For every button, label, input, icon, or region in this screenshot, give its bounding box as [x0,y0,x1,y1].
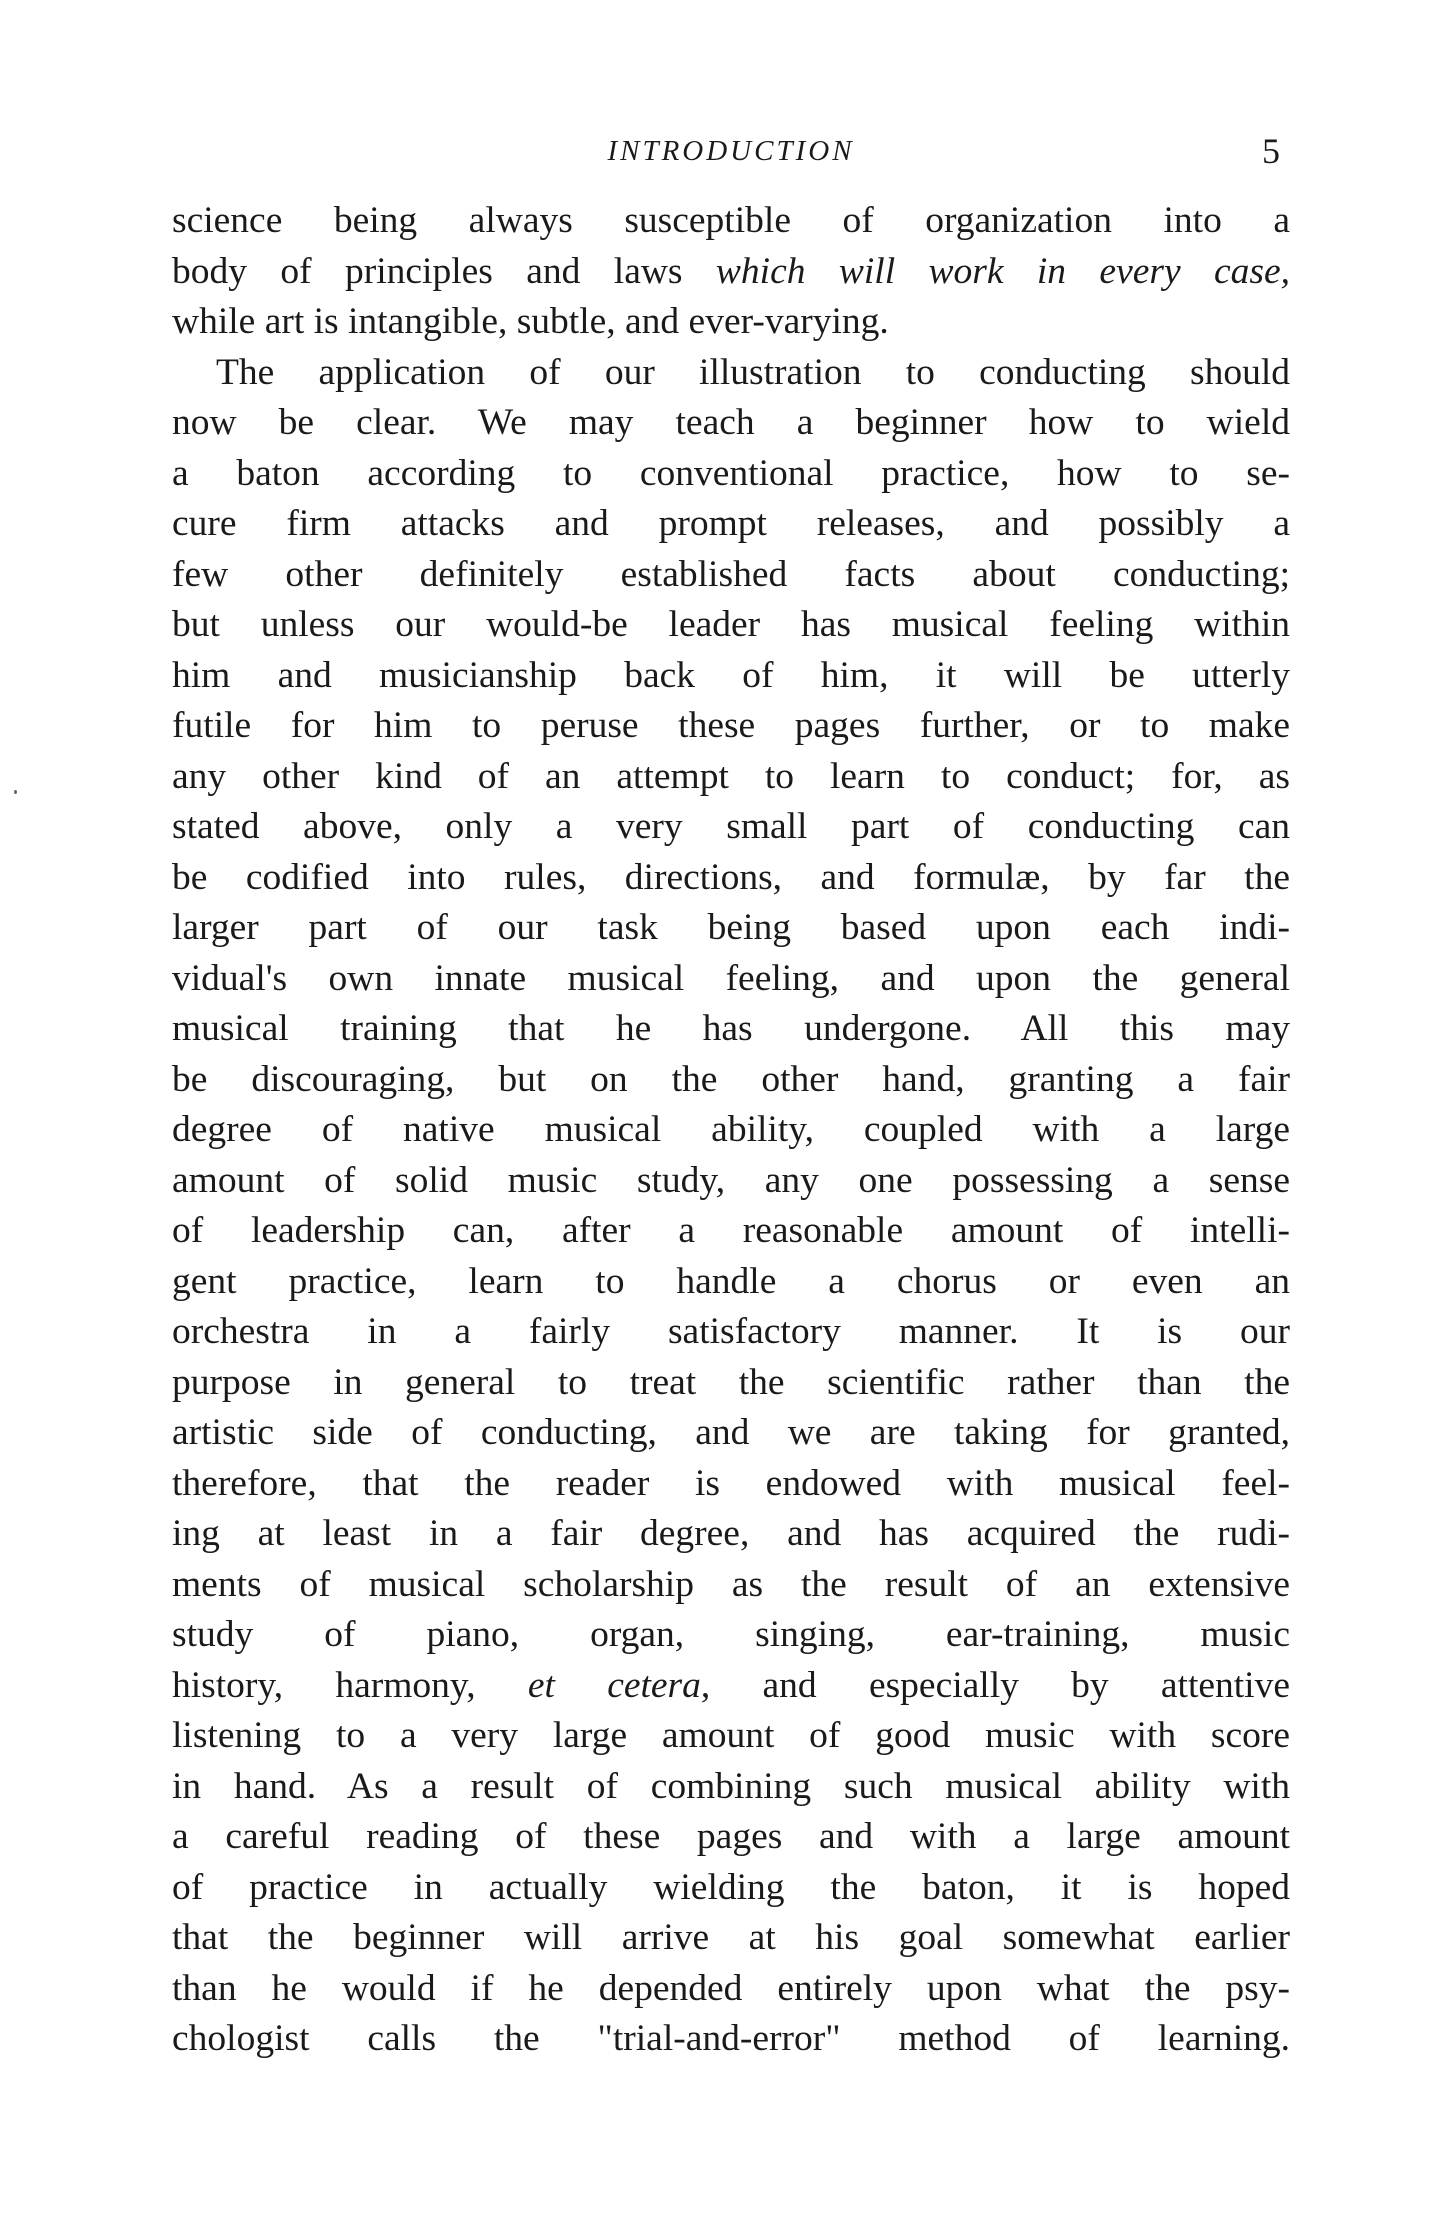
text-line [172,348,1290,399]
text-line [172,1004,1290,1055]
text-line [172,1762,1290,1813]
text-line [172,1459,1290,1510]
text-line [172,1105,1290,1156]
text-run: of practice in actually wielding the baton, it is hoped [172,1866,1290,1908]
text-line [172,1408,1290,1459]
text-line [172,1964,1290,2015]
text-line [172,2014,1290,2065]
text-run: larger part of our task being based upon each indi- [172,907,1290,948]
text-run: history, harmony, [172,1664,528,1706]
text-run: ing at least in a fair degree, and has acquired the rudi- [172,1513,1290,1554]
text-run: degree of native musical ability, coupled with a large [172,1109,1290,1150]
text-run: artistic side of conducting, and we are taking for granted, [172,1412,1290,1453]
text-line [172,1711,1290,1762]
text-run: than he would if he depended entirely upon what the psy- [172,1967,1290,2009]
text-line [172,1863,1290,1914]
text-run: body of principles and laws [172,250,716,292]
text-line [172,1206,1290,1257]
text-run: be codified into rules, directions, and formulæ, by far the [172,856,1290,898]
text-line [172,196,1290,247]
text-line [172,1358,1290,1409]
text-run: gent practice, learn to handle a chorus or even an [172,1260,1290,1302]
text-line [172,247,1290,298]
text-run: in hand. As a result of combining such musical ability with [172,1765,1290,1807]
italic-phrase: et cetera [527,1664,701,1706]
text-run: of leadership can, after a reasonable amount of intelli- [172,1210,1290,1251]
text-line [172,752,1290,803]
text-line [172,651,1290,702]
page-number: 5 [1262,131,1280,171]
text-line [172,853,1290,904]
text-line [172,398,1290,449]
running-head [172,126,1290,176]
running-title: INTRODUCTION [607,135,855,167]
text-run: futile for him to peruse these pages further, or to make [172,705,1290,746]
text-line [172,1661,1290,1712]
text-line [172,600,1290,651]
text-line [172,903,1290,954]
text-run: therefore, that the reader is endowed with musical feel- [172,1462,1290,1504]
text-run: science being always susceptible of organization into a [172,200,1290,241]
text-line [172,802,1290,853]
text-run: a careful reading of these pages and with a large amount [172,1816,1290,1857]
text-line [172,701,1290,752]
text-run: vidual's own innate musical feeling, and upon the general [172,957,1290,999]
text-line [172,1560,1290,1611]
text-run: but unless our would-be leader has musical feeling within [172,604,1290,645]
text-run: purpose in general to treat the scientific rather than the [172,1361,1290,1403]
text-run: a baton according to conventional practice, how to se- [172,452,1290,494]
text-run: study of piano, organ, singing, ear-training, music [172,1614,1290,1655]
text-line [172,499,1290,550]
text-line [172,1812,1290,1863]
text-line [172,1509,1290,1560]
text-run: that the beginner will arrive at his goal somewhat earlier [172,1917,1290,1958]
text-run: chologist calls the "trial-and-error" method of learning. [172,2018,1290,2059]
print-speck [14,790,17,794]
text-run: him and musicianship back of him, it will be utterly [172,654,1290,696]
text-run: ments of musical scholarship as the result of an extensive [172,1563,1290,1605]
text-run: The application of our illustration to conducting should [216,351,1290,393]
body-text [172,196,1290,2065]
text-line [172,1913,1290,1964]
text-run: be discouraging, but on the other hand, granting a fair [172,1058,1290,1100]
text-run: , and especially by attentive [700,1664,1290,1706]
text-run: few other definitely established facts about conducting; [172,553,1290,595]
text-line [172,1307,1290,1358]
text-run: musical training that he has undergone. All this may [172,1008,1290,1049]
text-line [172,1610,1290,1661]
text-line [172,954,1290,1005]
text-run: listening to a very large amount of good music with score [172,1715,1290,1756]
text-run: any other kind of an attempt to learn to conduct; for, as [172,755,1290,797]
text-run: amount of solid music study, any one possessing a sense [172,1159,1290,1201]
text-line [172,1055,1290,1106]
text-run: now be clear. We may teach a beginner how to wield [172,402,1290,443]
text-run: while art is intangible, subtle, and ever-varying. [172,301,889,342]
text-run: orchestra in a fairly satisfactory manner. It is our [172,1311,1290,1352]
text-line [172,297,1290,348]
text-run: cure firm attacks and prompt releases, and possibly a [172,503,1290,544]
text-line [172,1156,1290,1207]
text-line [172,550,1290,601]
italic-phrase: which will work in every case, [715,250,1290,292]
text-line [172,449,1290,500]
text-line [172,1257,1290,1308]
text-run: stated above, only a very small part of conducting can [172,806,1290,847]
